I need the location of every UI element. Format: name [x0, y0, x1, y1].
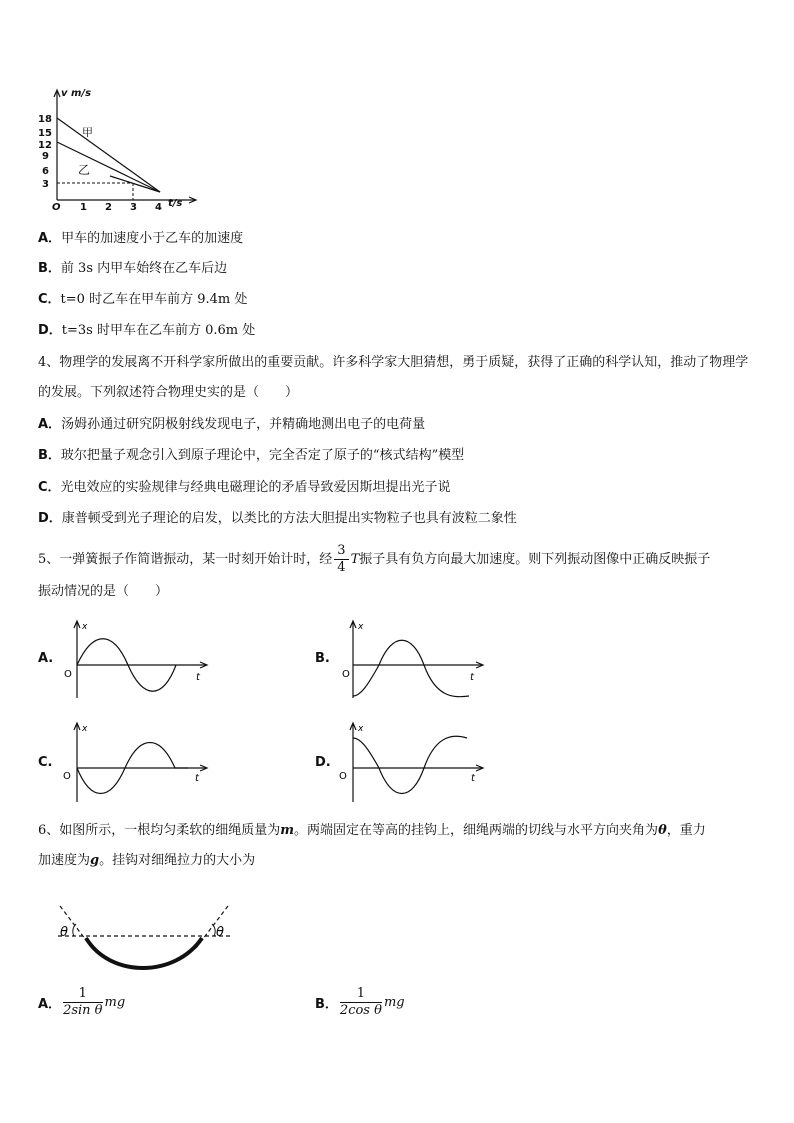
q3-option-b: B．前 3s 内甲车始终在乙车后边: [38, 261, 228, 276]
svg-text:t: t: [195, 773, 199, 784]
q4-option-b: B．玻尔把量子观念引入到原子理论中，完全否定了原子的“核式结构”模型: [38, 448, 465, 463]
q6-stem-line2: 加速度为g。挂钩对细绳拉力的大小为: [38, 853, 256, 868]
q5-graph-b: [334, 618, 494, 700]
q5-option-a-label: A.: [38, 651, 54, 666]
svg-text:t: t: [470, 672, 474, 683]
q4-option-c: C．光电效应的实验规律与经典电磁理论的矛盾导致爱因斯坦提出光子说: [38, 480, 451, 495]
line-yi: [57, 142, 160, 192]
svg-text:θ: θ: [60, 925, 68, 940]
svg-text:t: t: [196, 672, 200, 683]
q6-stem-line1: 6、如图所示，一根均匀柔软的细绳质量为m。两端固定在等高的挂钩上，细绳两端的切线与水平方向夹角为θ，重力: [38, 823, 706, 838]
x-tick: 4: [155, 202, 162, 213]
q4-option-a: A．汤姆孙通过研究阴极射线发现电子，并精确地测出电子的电荷量: [38, 417, 426, 432]
q5-option-c-label: C.: [38, 755, 53, 770]
q5-stem-line2: 振动情况的是（ ）: [38, 584, 169, 599]
q5-stem-line1: 5、一弹簧振子作简谐振动，某一时刻开始计时，经 $\frac{3}{4}$ T振子具有负方向最大加速度。则下列振动图像中正确反映振子: [38, 543, 711, 575]
y-tick: 12: [38, 140, 52, 151]
y-tick: 3: [42, 179, 49, 190]
q5-option-b-label: B.: [315, 651, 330, 666]
rope-curve: [86, 938, 202, 968]
y-tick: 15: [38, 128, 52, 139]
q5-graph-d: [334, 720, 494, 804]
q5-option-d-label: D.: [315, 755, 331, 770]
svg-text:O: O: [342, 669, 350, 680]
line-jia: [57, 118, 160, 192]
y-tick: 6: [42, 166, 49, 177]
q5-graph-c: [58, 720, 218, 804]
x-tick: 3: [130, 202, 137, 213]
svg-text:t: t: [471, 773, 475, 784]
fraction-three-quarters: $\frac{3}{4}$: [334, 543, 348, 576]
vt-graph: [30, 82, 200, 217]
svg-text:O: O: [63, 771, 71, 782]
q3-option-d: D．t=3s 时甲车在乙车前方 0.6m 处: [38, 323, 256, 338]
svg-text:x: x: [82, 724, 88, 734]
q6-option-b: B． $\frac{1}{\text{2cos θ}}$ mg: [315, 986, 405, 1018]
yi-label: 乙: [78, 163, 91, 177]
origin-label: O: [52, 202, 61, 213]
y-axis-label: v m/s: [61, 88, 92, 99]
q3-option-c: C．t=0 时乙车在甲车前方 9.4m 处: [38, 292, 248, 307]
q3-option-a: A．甲车的加速度小于乙车的加速度: [38, 231, 244, 246]
y-tick: 9: [42, 151, 49, 162]
x-tick: 1: [80, 202, 87, 213]
q4-stem: 4、物理学的发展离不开科学家所做出的重要贡献。许多科学家大胆猜想，勇于质疑，获得了正确的科学认知，推动了物理学的发展。下列叙述符合物理史实的是（ ）: [38, 355, 749, 400]
svg-text:θ: θ: [216, 925, 224, 940]
svg-text:x: x: [358, 724, 364, 734]
rope-figure: [50, 900, 240, 980]
y-tick: 18: [38, 114, 52, 125]
svg-text:x: x: [82, 622, 88, 632]
svg-text:O: O: [64, 669, 72, 680]
q4-option-d: D．康普顿受到光子理论的启发，以类比的方法大胆提出实物粒子也具有波粒二象性: [38, 511, 517, 526]
svg-text:x: x: [358, 622, 364, 632]
q5-graph-a: [58, 618, 218, 700]
svg-text:O: O: [339, 771, 347, 782]
x-axis-label: t/s: [168, 198, 183, 209]
jia-label: 甲: [82, 126, 93, 139]
x-tick: 2: [105, 202, 112, 213]
q6-option-a: A． $\frac{1}{\text{2sin θ}}$ mg: [38, 986, 126, 1018]
